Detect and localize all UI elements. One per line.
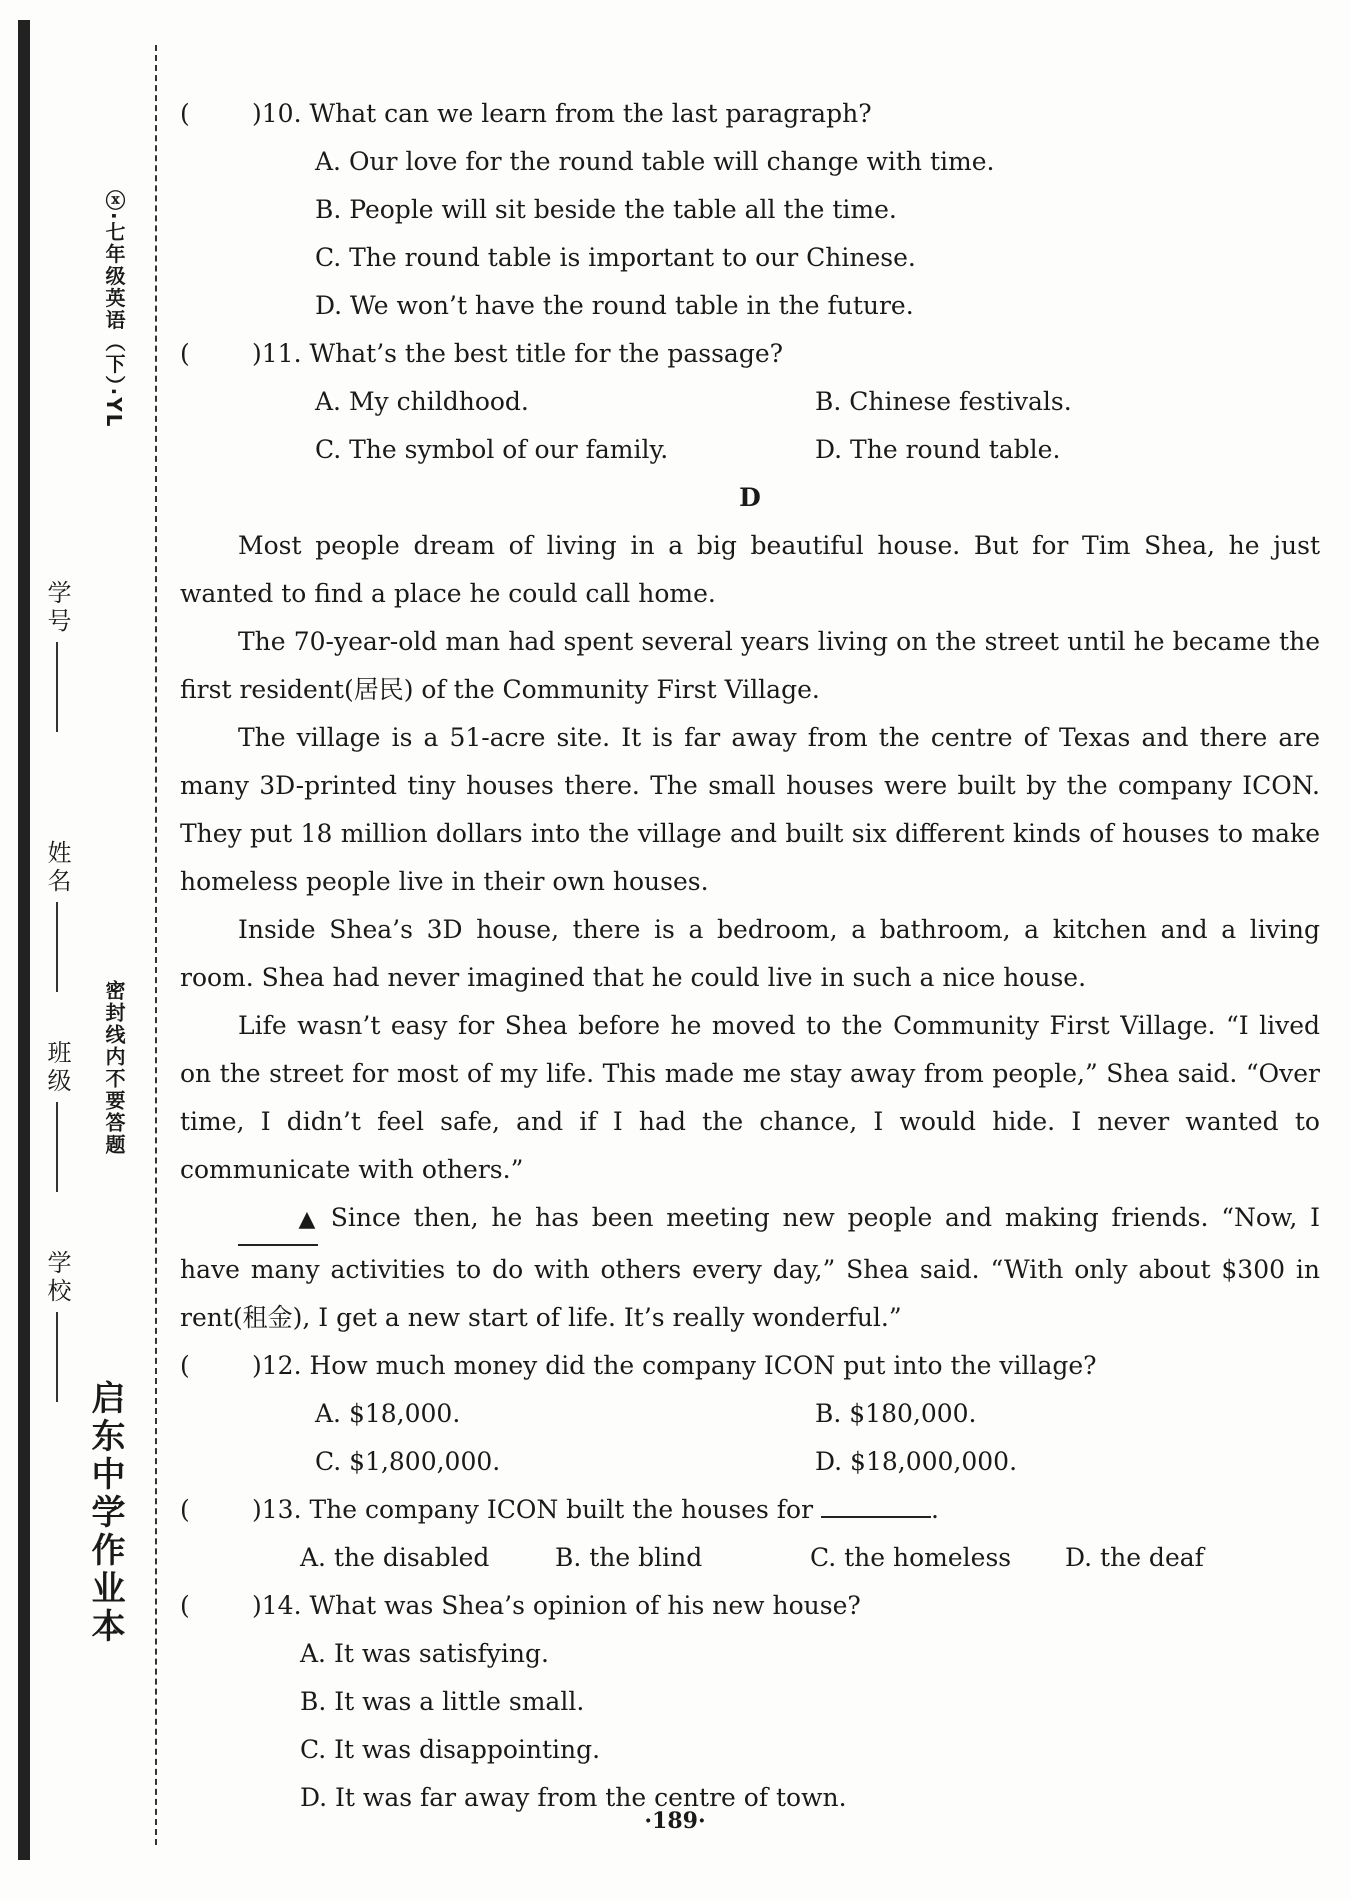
question-10 <box>180 90 1320 138</box>
question-stem: )13. The company ICON built the houses for <box>252 1495 814 1524</box>
field-number <box>40 580 75 732</box>
field-class-label: 班级 <box>43 1040 71 1096</box>
field-name <box>40 840 75 992</box>
option-b: B. $180,000. <box>815 1399 977 1428</box>
option-c: C. The symbol of our family. <box>315 435 669 464</box>
page-number: ·189· <box>644 1808 706 1834</box>
stem-end: . <box>930 1495 939 1524</box>
option-c: C. the homeless <box>810 1543 1012 1572</box>
passage-paragraph: Most people dream of living in a big beautiful house. But for Tim Shea, he just wanted to find a place he could call home. <box>180 531 1320 608</box>
options-row <box>180 1390 1320 1438</box>
worksheet-content <box>180 90 1320 1822</box>
field-school-line[interactable] <box>56 1312 58 1402</box>
book-title: 启东中学作业本 <box>85 1380 125 1646</box>
option-d: D. We won’t have the round table in the future. <box>315 291 914 320</box>
option-a: A. the disabled <box>300 1543 490 1572</box>
answer-paren[interactable]: ( <box>180 99 190 128</box>
field-number-label: 学号 <box>43 580 71 636</box>
field-name-label: 姓名 <box>43 840 71 896</box>
question-stem: )12. How much money did the company ICON put into the village? <box>252 1351 1097 1380</box>
question-stem: )14. What was Shea’s opinion of his new house? <box>252 1591 861 1620</box>
option-d: D. The round table. <box>815 435 1061 464</box>
passage-paragraph: Life wasn’t easy for Shea before he moved to the Community First Village. “I lived on the street for most of my life. This made me stay away from people,” Shea said. “Over time, I didn’t feel safe, and if I had the chance, I would hide. I never wanted to communicate with others.” <box>180 1011 1320 1184</box>
option-c: C. $1,800,000. <box>315 1447 501 1476</box>
passage-paragraph: The village is a 51-acre site. It is far away from the centre of Texas and there are many 3D-printed tiny houses there. The small houses were built by the company ICON. They put 18 million dollars into the village and built six different kinds of houses to make homeless people live in their own houses. <box>180 723 1320 896</box>
option-b: B. Chinese festivals. <box>815 387 1072 416</box>
field-class-line[interactable] <box>56 1102 58 1192</box>
question-stem: )10. What can we learn from the last paragraph? <box>252 99 872 128</box>
answer-paren[interactable]: ( <box>180 1591 190 1620</box>
paragraph-text: Since then, he has been meeting new people and making friends. “Now, I have many activities to do with others every day,” Shea said. “With only about $300 in rent(租金), I get a new start of life. It’s really wonderful.” <box>180 1203 1320 1332</box>
question-14 <box>180 1582 1320 1630</box>
options-row <box>180 1534 1320 1582</box>
option-a: A. My childhood. <box>315 387 529 416</box>
option-b: B. It was a little small. <box>300 1687 585 1716</box>
passage-paragraph: Inside Shea’s 3D house, there is a bedroom, a bathroom, a kitchen and a living room. Shea had never imagined that he could live in such a nice house. <box>180 915 1320 992</box>
option-d: D. the deaf <box>1065 1543 1204 1572</box>
passage-paragraph: The 70-year-old man had spent several years living on the street until he became the first resident(居民) of the Community First Village. <box>180 627 1320 704</box>
section-title: D <box>739 483 761 512</box>
option-b: B. the blind <box>555 1543 703 1572</box>
field-school <box>40 1250 75 1402</box>
options-row <box>180 378 1320 426</box>
question-11 <box>180 330 1320 378</box>
field-number-line[interactable] <box>56 642 58 732</box>
option-a: A. Our love for the round table will change with time. <box>315 147 995 176</box>
option-c: C. The round table is important to our Chinese. <box>315 243 916 272</box>
field-class <box>40 1040 75 1192</box>
answer-paren[interactable]: ( <box>180 1351 190 1380</box>
option-a: A. It was satisfying. <box>300 1639 549 1668</box>
passage-paragraph <box>180 1194 1320 1342</box>
option-b: B. People will sit beside the table all the time. <box>315 195 897 224</box>
option-a: A. $18,000. <box>315 1399 461 1428</box>
option-d: D. It was far away from the centre of town. <box>300 1783 847 1812</box>
options-row <box>180 1438 1320 1486</box>
blank-marker[interactable]: ▲ <box>238 1196 318 1246</box>
seal-dashed-line <box>155 45 157 1845</box>
answer-paren[interactable]: ( <box>180 339 190 368</box>
option-c: C. It was disappointing. <box>300 1735 601 1764</box>
question-13 <box>180 1486 1320 1534</box>
seal-note: 密封线内不要答题 <box>102 980 126 1156</box>
field-school-label: 学校 <box>43 1250 71 1306</box>
field-name-line[interactable] <box>56 902 58 992</box>
question-stem: )11. What’s the best title for the passage? <box>252 339 784 368</box>
answer-paren[interactable]: ( <box>180 1495 190 1524</box>
option-d: D. $18,000,000. <box>815 1447 1018 1476</box>
question-12 <box>180 1342 1320 1390</box>
series-label: ⓧ·七年级英语（下）·YL <box>102 190 126 429</box>
binding-bar <box>18 20 30 1860</box>
options-row <box>180 426 1320 474</box>
answer-blank[interactable] <box>821 1516 931 1518</box>
